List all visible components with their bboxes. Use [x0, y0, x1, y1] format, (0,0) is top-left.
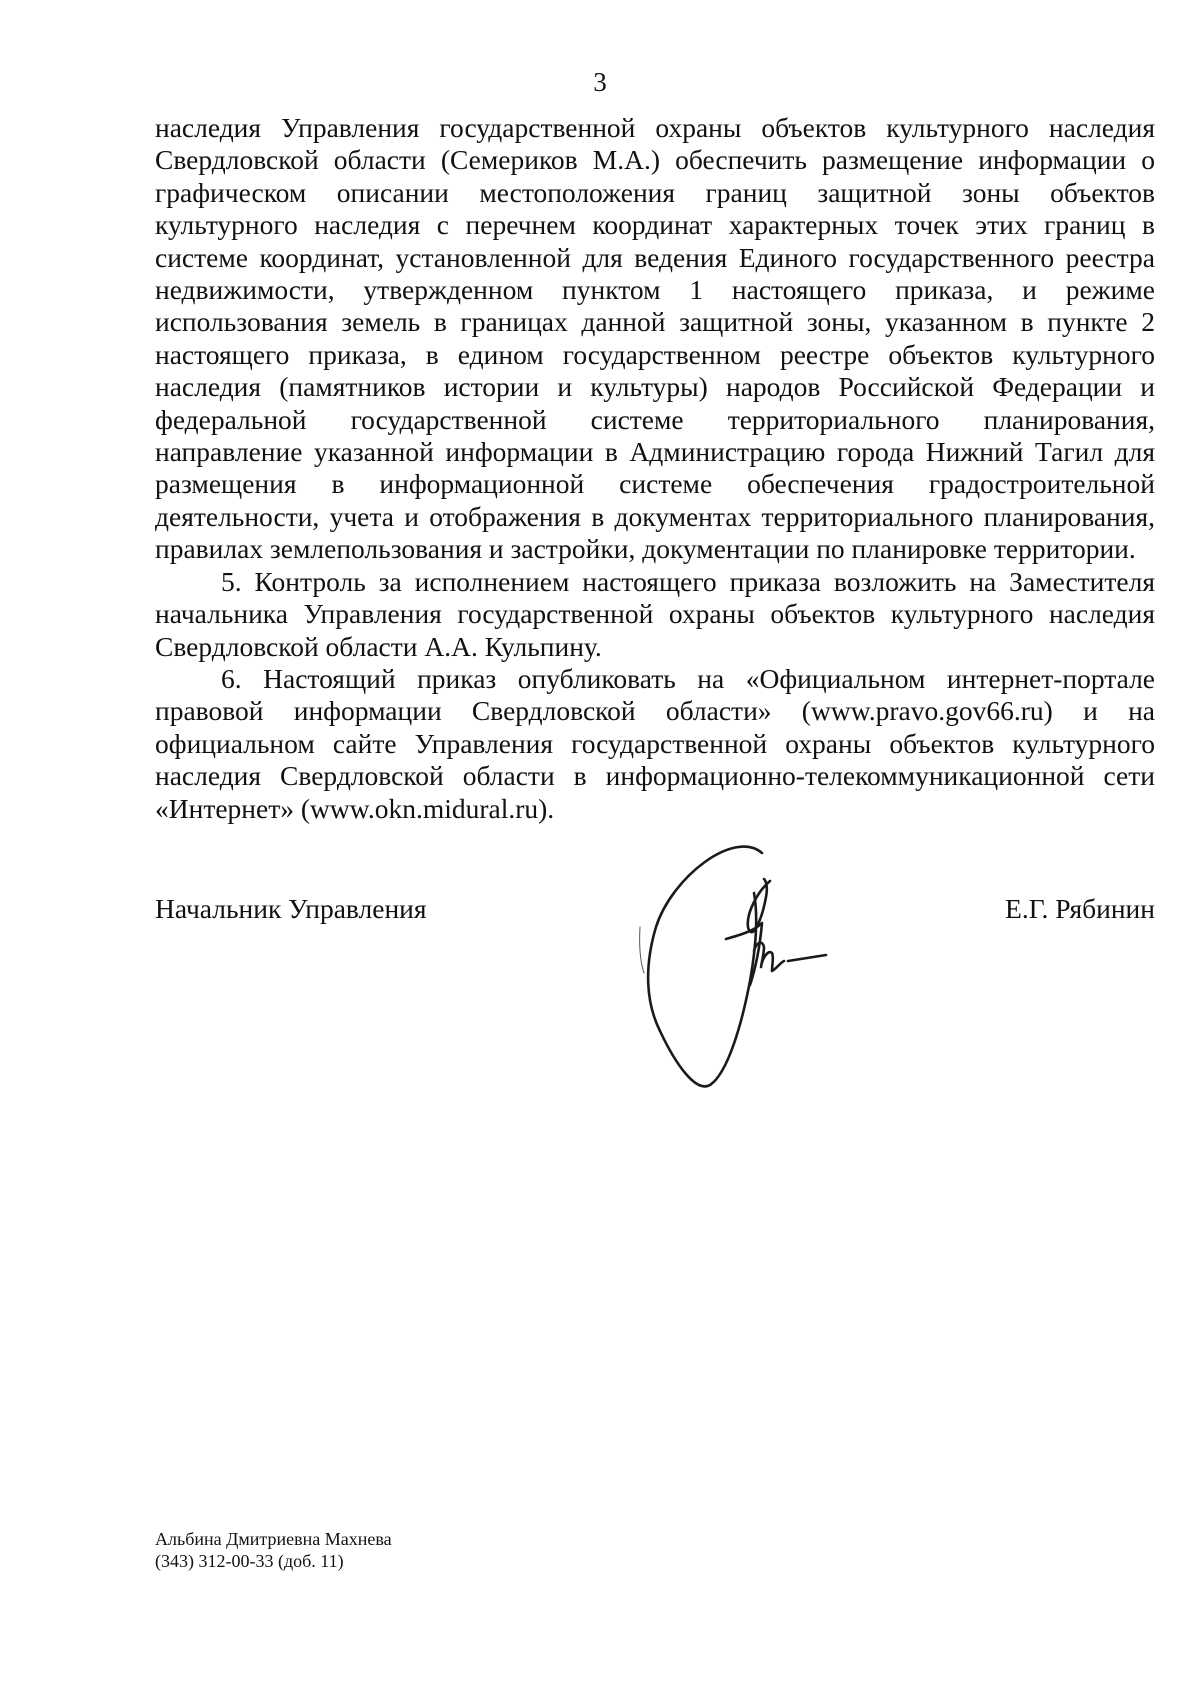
- handwritten-signature: [638, 835, 858, 1095]
- contact-phone: (343) 312-00-33 (доб. 11): [155, 1551, 344, 1571]
- signer-position: Начальник Управления: [155, 893, 427, 924]
- signer-name: Е.Г. Рябинин: [1005, 893, 1155, 924]
- paragraph-item-6: 6. Настоящий приказ опубликовать на «Официальном интернет-портале правовой информации Свердловской области» (www.pravo.gov66.ru) и на официальном сайте Управления государственной охраны объектов культурного наследия Свердловской области в информационно-телекоммуникационной сети «Интернет» (www.okn.midural.ru).: [155, 662, 1155, 824]
- paragraph-item-5: 5. Контроль за исполнением настоящего приказа возложить на Заместителя начальника Управления государственной охраны объектов культурного наследия Свердловской области А.А. Кульпину.: [155, 565, 1155, 662]
- document-body: [155, 112, 1155, 825]
- page-number: 3: [593, 67, 607, 97]
- contact-footer: [155, 1528, 392, 1572]
- paragraph-continuation: наследия Управления государственной охраны объектов культурного наследия Свердловской области (Семериков М.А.) обеспечить размещение информации о графическом описании местоположения границ защитной зоны объектов культурного наследия с перечнем координат характерных точек этих границ в системе координат, установленной для ведения Единого государственного реестра недвижимости, утвержденном пунктом 1 настоящего приказа, и режиме использования земель в границах данной защитной зоны, указанном в пункте 2 настоящего приказа, в едином государственном реестре объектов культурного наследия (памятников истории и культуры) народов Российской Федерации и федеральной государственной системе территориального планирования, направление указанной информации в Администрацию города Нижний Тагил для размещения в информационной системе обеспечения градостроительной деятельности, учета и отображения в документах территориального планирования, правилах землепользования и застройки, документации по планировке территории.: [155, 112, 1155, 565]
- contact-name: Альбина Дмитриевна Махнева: [155, 1529, 392, 1549]
